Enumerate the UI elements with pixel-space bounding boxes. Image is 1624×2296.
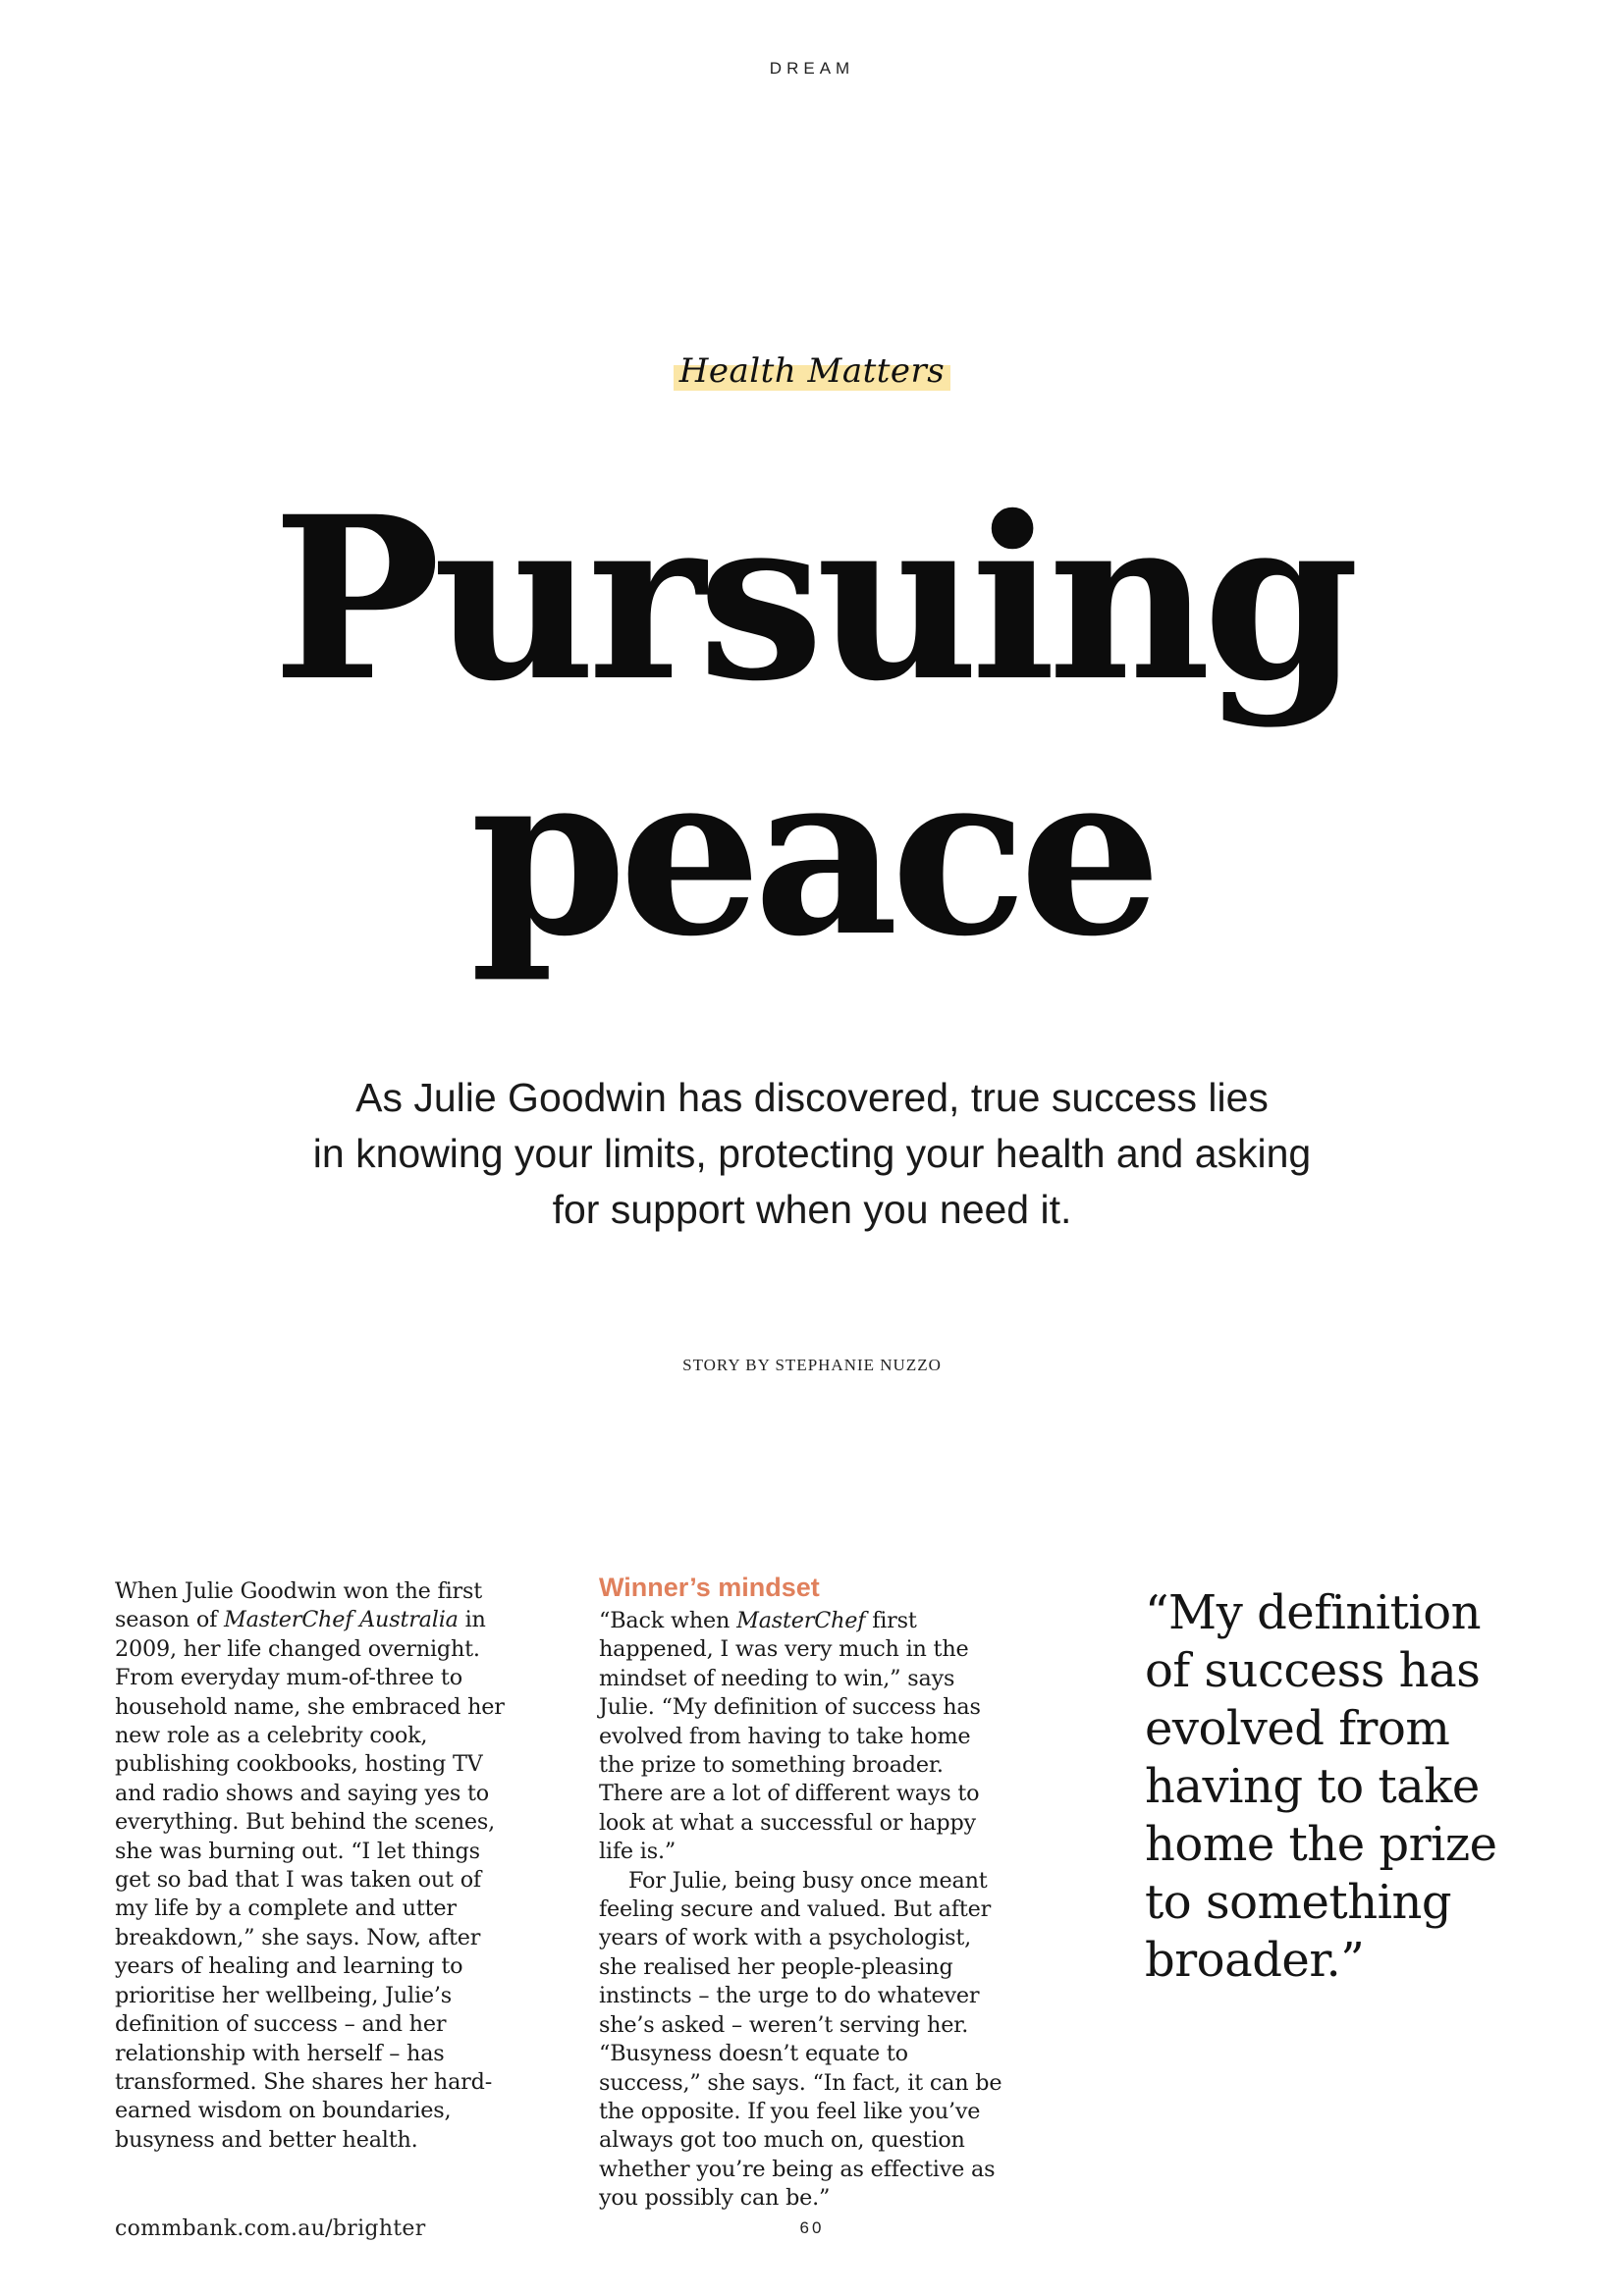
column-2 — [599, 1607, 1011, 2214]
p1-show-title: MasterChef — [736, 1608, 866, 1633]
kicker — [674, 351, 951, 391]
dek-line-3: for support when you need it. — [552, 1187, 1072, 1232]
kicker-text: Health Matters — [678, 351, 946, 391]
subhead: Winner’s mindset — [599, 1573, 820, 1602]
headline — [0, 467, 1624, 986]
headline-line-1: Pursuing — [272, 467, 1352, 730]
paragraph-1 — [599, 1607, 1011, 1867]
paragraph-2: For Julie, being busy once meant feeling secure and valued. But after years of work with a psychologist, she realised her people-pleasing instincts – the urge to do whatever she’s asked – weren’t serving her. “Busyness doesn’t equate to success,” she says. “In fact, it can be the opposite. If you feel like you’ve always got too much on, question whether you’re being as effective as you possibly can be.” — [599, 1867, 1002, 2212]
pull-quote: “My definition of success has evolved from having to take home the prize to something broader.” — [1145, 1585, 1497, 1988]
p1-text-2: first happened, I was very much in the mindset of needing to win,” says Julie. “My definition of success has evolved from having to take home the prize to something broader. There are a lot of different ways to look at what a successful or happy life is.” — [599, 1608, 981, 1865]
footer-url[interactable]: commbank.com.au/brighter — [115, 2216, 426, 2241]
p1-text-1: “Back when — [599, 1608, 737, 1633]
page-number: 60 — [799, 2218, 825, 2237]
dek-line-2: in knowing your limits, protecting your health and asking — [312, 1131, 1312, 1176]
intro-text-1: When Julie Goodwin won the first season of — [115, 1578, 482, 1633]
byline: STORY BY STEPHANIE NUZZO — [682, 1356, 942, 1374]
intro-show-title: MasterChef Australia — [224, 1607, 459, 1633]
headline-line-2: peace — [469, 722, 1155, 986]
kicker-wrap — [0, 351, 1624, 391]
section-label: DREAM — [769, 59, 855, 78]
intro-paragraph — [115, 1577, 508, 2155]
dek-line-1: As Julie Goodwin has discovered, true success lies — [355, 1075, 1269, 1120]
dek — [223, 1070, 1401, 1238]
intro-text-2: in 2009, her life changed overnight. From everyday mum-of-three to household name, she embraced her new role as a celebrity cook, publishing cookbooks, hosting TV and radio shows and saying yes to everything. But behind the scenes, she was burning out. “I let things get so bad that I was taken out of my life by a complete and utter breakdown,” she says. Now, after years of healing and learning to prioritise her wellbeing, Julie’s definition of success – and her relationship with herself – has transformed. She shares her hard-earned wisdom on boundaries, busyness and better health. — [115, 1607, 505, 2153]
